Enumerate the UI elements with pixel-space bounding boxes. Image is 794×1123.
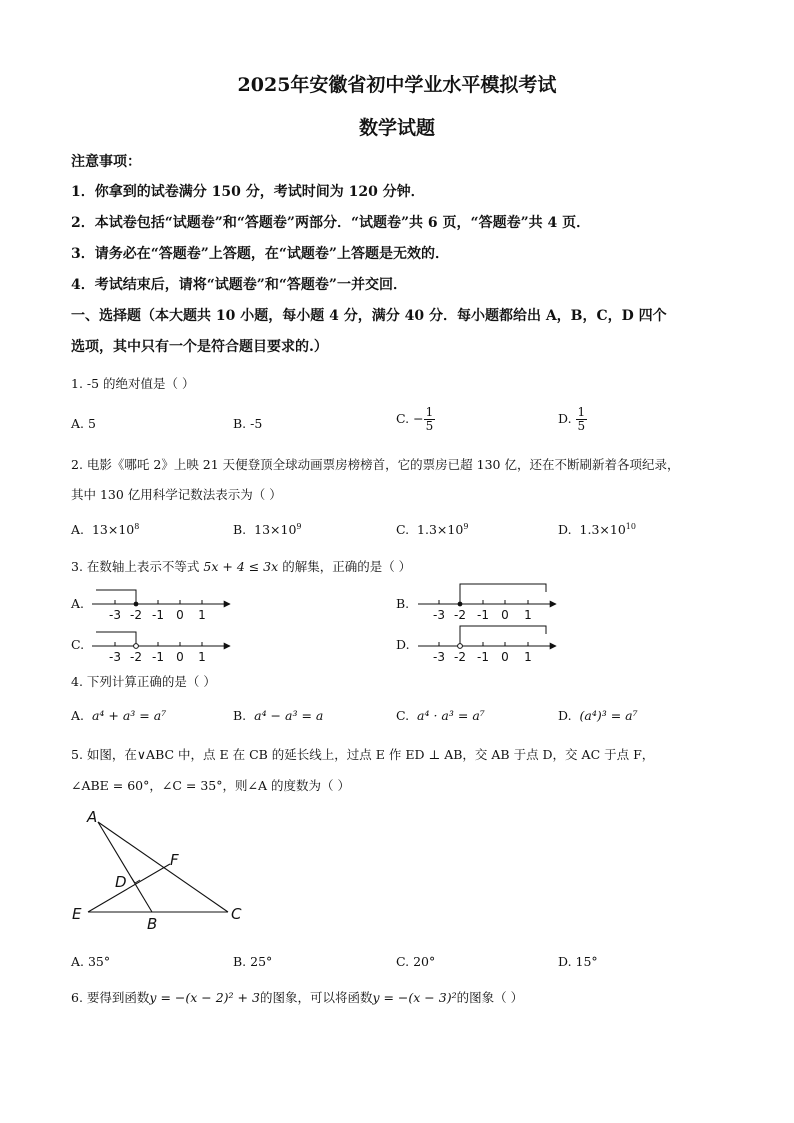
option-label: D.	[558, 522, 572, 538]
q6-stem	[71, 988, 523, 1006]
q5-triangle-figure	[88, 822, 228, 912]
option-expression: a⁴ − a³ = a	[254, 708, 324, 723]
option-expression: (a⁴)³ = a⁷	[579, 708, 638, 723]
fraction-numerator: 1	[577, 405, 586, 419]
q4-option-a	[71, 708, 166, 723]
q6-function-1: y = −(x − 2)² + 3	[149, 990, 260, 1005]
q3-option-d-label: D.	[396, 637, 410, 652]
tick-label: 1	[198, 650, 206, 664]
note-item: 3．请务必在“答题卷”上答题，在“试题卷”上答题是无效的．	[71, 246, 449, 262]
notes-heading: 注意事项：	[71, 154, 141, 170]
q1-option-c-label: C.	[396, 411, 410, 426]
number-line-c	[92, 632, 230, 664]
option-exponent: 10	[625, 522, 636, 531]
q4-stem: 4. 下列计算正确的是（ ）	[71, 674, 216, 689]
option-exponent: 8	[134, 522, 140, 531]
q3-option-a-label: A.	[71, 596, 85, 611]
tick-label: -2	[454, 608, 466, 622]
tick-label: -2	[454, 650, 466, 664]
option-label: C.	[396, 522, 410, 538]
tick-label: -3	[109, 650, 121, 664]
q4-option-c	[396, 708, 485, 723]
fraction-denominator: 5	[425, 419, 434, 433]
tick-label: 0	[501, 608, 509, 622]
q5-stem-line2: ∠ABE = 60°，∠C = 35°，则∠A 的度数为（ ）	[71, 778, 350, 793]
q4-option-d	[558, 708, 638, 723]
option-label: B.	[233, 708, 247, 723]
q3-option-c-label: C.	[71, 637, 85, 652]
q1-option-a: A. 5	[71, 416, 96, 431]
fraction-numerator: 1	[425, 405, 434, 419]
tick-label: -2	[130, 608, 142, 622]
option-base: 13×10	[254, 522, 297, 538]
number-line-a	[92, 590, 230, 622]
q3-option-b-label: B.	[396, 596, 410, 611]
point-label-a: A	[87, 808, 98, 826]
q5-option-d: D. 15°	[558, 954, 598, 969]
option-exponent: 9	[296, 522, 302, 531]
point-label-f: F	[170, 851, 179, 869]
tick-label: -1	[152, 608, 164, 622]
q2-stem-line2: 其中 130 亿用科学记数法表示为（ ）	[71, 487, 282, 502]
q3-stem-pre: 3. 在数轴上表示不等式	[71, 559, 200, 574]
option-label: D.	[558, 708, 572, 723]
number-line-d	[418, 626, 556, 664]
tick-label: -2	[130, 650, 142, 664]
tick-label: -1	[477, 650, 489, 664]
point-label-d: D	[115, 873, 127, 891]
q4-option-b	[233, 708, 323, 723]
option-expression: a⁴ · a³ = a⁷	[417, 708, 485, 723]
number-line-b	[418, 584, 556, 622]
option-label: A.	[71, 522, 85, 538]
q3-inequality: 5x + 4 ≤ 3x	[203, 559, 279, 574]
note-item: 2．本试卷包括“试题卷”和“答题卷”两部分．“试题卷”共 6 页，“答题卷”共 4 页．	[71, 215, 591, 231]
tick-label: -3	[109, 608, 121, 622]
fraction-denominator: 5	[577, 419, 586, 433]
point-label-e: E	[72, 905, 82, 923]
tick-label: -1	[477, 608, 489, 622]
q6-stem-mid: 的图象，可以将函数	[259, 990, 373, 1005]
q5-option-c: C. 20°	[396, 954, 436, 969]
option-label: C.	[396, 708, 410, 723]
tick-label: 0	[176, 650, 184, 664]
point-label-b: B	[147, 915, 158, 933]
q6-stem-pre: 6. 要得到函数	[71, 990, 150, 1005]
option-label: B.	[233, 522, 247, 538]
q1-stem: 1. -5 的绝对值是（ ）	[71, 376, 195, 391]
q6-function-2: y = −(x − 3)²	[372, 990, 457, 1005]
tick-label: 1	[524, 608, 532, 622]
tick-label: 0	[501, 650, 509, 664]
q3-stem-post: 的解集，正确的是（ ）	[282, 559, 412, 574]
option-base: 13×10	[91, 522, 135, 538]
point-label-c: C	[231, 905, 242, 923]
section-heading-line2: 选项，其中只有一个是符合题目要求的.）	[71, 339, 328, 355]
q1-option-d-label: D.	[558, 411, 572, 426]
page-subtitle: 数学试题	[358, 117, 435, 139]
q2-stem-line1: 2. 电影《哪吒 2》上映 21 天便登顶全球动画票房榜榜首，它的票房已超 130 亿，还在不断刷新着各项纪录，	[71, 457, 680, 472]
note-item: 4．考试结束后，请将“试题卷”和“答题卷”一并交回．	[71, 277, 407, 293]
option-label: A.	[71, 708, 85, 723]
option-base: 1.3×10	[417, 522, 464, 538]
tick-label: 0	[176, 608, 184, 622]
tick-label: 1	[524, 650, 532, 664]
section-heading-line1: 一、选择题（本大题共 10 小题，每小题 4 分，满分 40 分．每小题都给出 A，B，C，D 四个	[71, 308, 667, 324]
option-base: 1.3×10	[579, 522, 626, 538]
tick-label: -1	[152, 650, 164, 664]
q5-option-a: A. 35°	[71, 954, 111, 969]
tick-label: 1	[198, 608, 206, 622]
q5-stem-line1: 5. 如图，在∨ABC 中，点 E 在 CB 的延长线上，过点 E 作 ED ⊥ AB，交 AB 于点 D，交 AC 于点 F，	[71, 747, 655, 762]
q1-option-c-sign: −	[413, 411, 424, 426]
tick-label: -3	[433, 650, 445, 664]
option-exponent: 9	[463, 522, 469, 531]
q5-option-b: B. 25°	[233, 954, 273, 969]
q1-option-b: B. -5	[233, 416, 263, 431]
tick-label: -3	[433, 608, 445, 622]
page-title: 2025年安徽省初中学业水平模拟考试	[237, 74, 557, 96]
option-expression: a⁴ + a³ = a⁷	[91, 708, 167, 723]
note-item: 1．你拿到的试卷满分 150 分，考试时间为 120 分钟．	[71, 184, 425, 200]
q6-stem-post: 的图象（ ）	[456, 990, 524, 1005]
